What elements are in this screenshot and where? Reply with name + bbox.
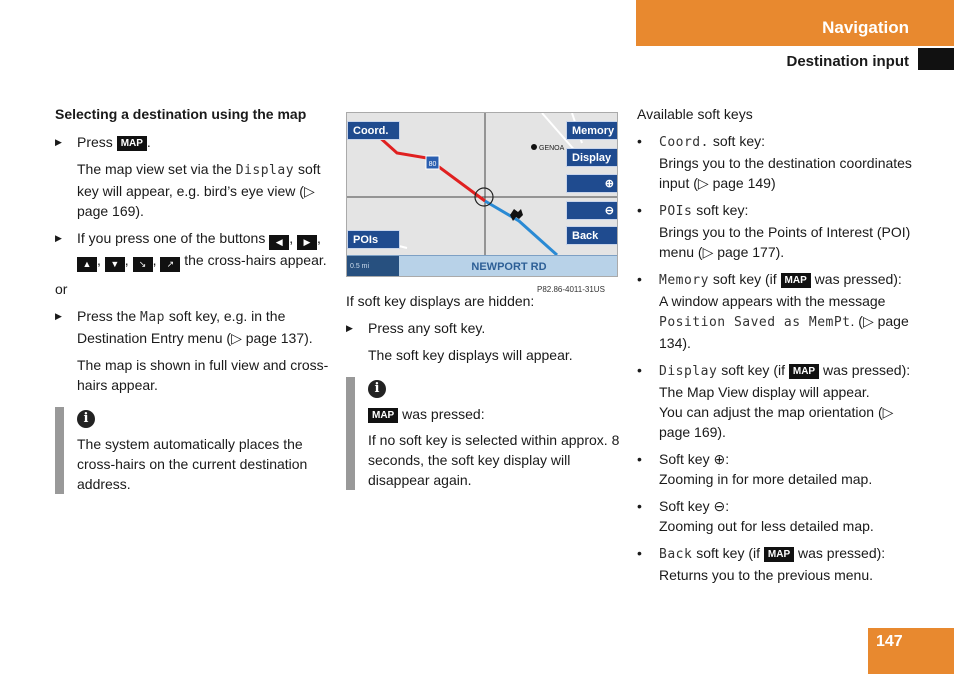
- step-arrow-buttons: ▶ If you press one of the buttons ◀ , ▶ , ▲ , ▼ , ↘ , ↗ the cross-hairs appear.: [55, 228, 330, 272]
- column-middle: [346, 112, 621, 490]
- arrow-diagonal-up-icon: ↗: [160, 257, 180, 272]
- back-softkey[interactable]: Back: [566, 226, 618, 245]
- step-press-any-softkey: ▶ Press any soft key.: [346, 318, 621, 338]
- list-item-back: • Back soft key (if MAP was pressed): Returns you to the previous menu.: [637, 543, 922, 585]
- zoom-in-softkey[interactable]: [566, 174, 618, 193]
- paragraph-map-view: The map view set via the Display soft key will appear, e.g. bird’s eye view (▷ page 169).: [77, 161, 321, 219]
- map-key-icon: MAP: [117, 136, 147, 151]
- info-icon: i: [368, 380, 386, 398]
- list-item-display: • Display soft key (if MAP was pressed): The Map View display will appear. You can adjust the map orientation (▷ page 169).: [637, 360, 922, 442]
- info-note: [55, 407, 330, 494]
- paragraph-full-view: The map is shown in full view and cross-hairs appear.: [77, 357, 329, 393]
- page-number-tab: [868, 628, 954, 674]
- column-left: [55, 104, 330, 494]
- display-softkey-text: Display: [235, 163, 295, 178]
- section-header: [636, 0, 954, 46]
- memory-softkey[interactable]: Memory: [566, 121, 618, 140]
- text-softkeys-hidden: If soft key displays are hidden:: [346, 293, 535, 309]
- subsection-marker: [918, 48, 954, 70]
- interstate-shield-label: 80: [428, 161, 437, 168]
- note-bar: [55, 407, 64, 494]
- step-press-map-softkey: ▶ Press the Map soft key, e.g. in the Destination Entry menu (▷ page 137).: [55, 306, 330, 348]
- zoom-out-icon: ⊖: [713, 498, 726, 514]
- map-scale: 0.5 mi: [347, 256, 399, 277]
- coord-softkey[interactable]: Coord.: [347, 121, 400, 140]
- list-item-zoom-out: • Soft key ⊖: Zooming out for less detailed map.: [637, 496, 922, 536]
- page-number: 147: [876, 633, 903, 650]
- section-title: Navigation: [822, 18, 909, 37]
- map-key-icon: MAP: [781, 273, 811, 288]
- arrow-down-icon: ▼: [105, 257, 125, 272]
- list-item-memory: • Memory soft key (if MAP was pressed): A window appears with the message Position Saved as MemPt. (▷ page 134).: [637, 269, 922, 353]
- note-text: If no soft key is selected within approx. 8 seconds, the soft key display will disappear again.: [368, 432, 620, 488]
- zoom-out-softkey[interactable]: [566, 201, 618, 220]
- list-item-zoom-in: • Soft key ⊕: Zooming in for more detailed map.: [637, 449, 922, 489]
- zoom-in-icon: ⊕: [713, 451, 726, 467]
- arrow-diagonal-down-icon: ↘: [133, 257, 153, 272]
- display-softkey[interactable]: Display: [566, 148, 618, 167]
- heading-select-destination: Selecting a destination using the map: [55, 106, 307, 122]
- list-item-coord: • Coord. soft key: Brings you to the destination coordinates input (▷ page 149): [637, 131, 922, 193]
- note-bar: [346, 377, 355, 490]
- poi-genoa-label: GENOA: [539, 145, 565, 152]
- map-key-icon: MAP: [368, 408, 398, 423]
- paragraph-softkeys-appear: The soft key displays will appear.: [368, 347, 573, 363]
- note-text: The system automatically places the cross-hairs on the current destination address.: [77, 436, 308, 492]
- status-bar: [347, 255, 618, 277]
- subsection-title: Destination input: [786, 53, 909, 70]
- list-item-pois: • POIs soft key: Brings you to the Points of Interest (POI) menu (▷ page 177).: [637, 200, 922, 262]
- heading-available-softkeys: Available soft keys: [637, 106, 753, 122]
- note-line1: MAP was pressed:: [368, 404, 621, 424]
- arrow-right-icon: ▶: [297, 235, 317, 250]
- map-key-icon: MAP: [764, 547, 794, 562]
- figure-code: P82.86-4011-31US: [537, 285, 605, 294]
- map-softkey-text: Map: [140, 310, 166, 325]
- pois-softkey[interactable]: POIs: [347, 230, 400, 249]
- current-street: NEWPORT RD: [471, 261, 547, 273]
- map-screen: [346, 112, 618, 277]
- step-press-map: ▶ Press MAP .: [55, 132, 330, 152]
- arrow-left-icon: ◀: [269, 235, 289, 250]
- arrow-up-icon: ▲: [77, 257, 97, 272]
- or-text: or: [55, 281, 68, 297]
- info-note-timeout: [346, 377, 621, 490]
- info-icon: i: [77, 410, 95, 428]
- zoom-out-icon: ⊖: [604, 205, 614, 217]
- map-key-icon: MAP: [789, 364, 819, 379]
- zoom-in-icon: ⊕: [604, 178, 614, 190]
- column-right: [637, 104, 922, 592]
